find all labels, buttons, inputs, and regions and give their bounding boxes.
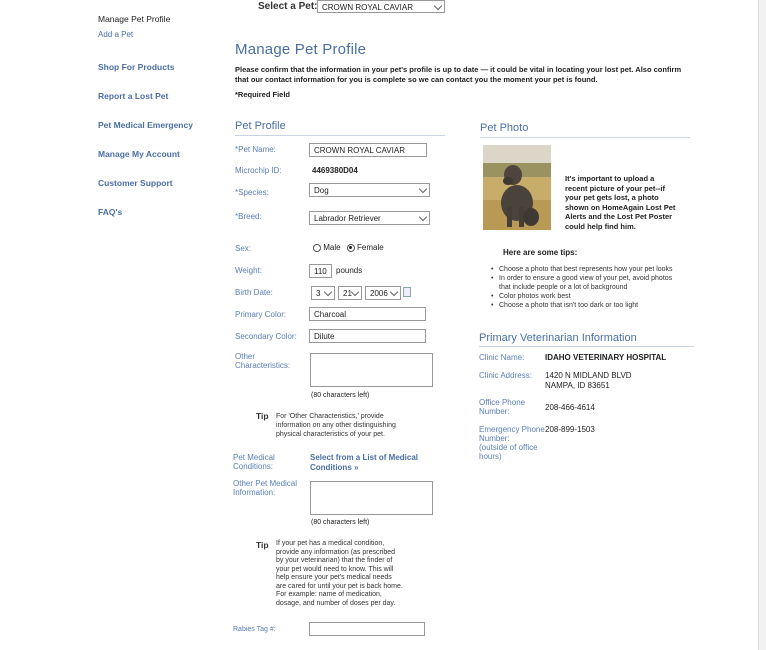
address-line: 1420 N MIDLAND BLVD	[545, 371, 632, 380]
label-line: Emergency Phone	[479, 425, 545, 434]
species-select[interactable]	[309, 183, 430, 197]
sex-radio-group	[313, 243, 384, 252]
chevron-down-icon	[351, 288, 359, 296]
sidebar-item-faq[interactable]: FAQ's	[98, 207, 123, 217]
weight-label: Weight:	[235, 266, 262, 275]
sex-male-label: Male	[323, 243, 341, 252]
pet-profile-title: Pet Profile	[235, 120, 286, 132]
secondary-color-input[interactable]: Dilute	[309, 329, 426, 343]
upload-instructions	[565, 174, 710, 231]
sidebar-item-report-lost[interactable]: Report a Lost Pet	[98, 91, 169, 101]
chevron-down-icon	[419, 185, 427, 193]
photo-tips-title: Here are some tips:	[503, 248, 578, 257]
tip-line: physical characteristics of your pet.	[276, 431, 385, 438]
weight-unit: pounds	[336, 266, 363, 275]
tip2-label: Tip	[256, 540, 269, 550]
tip-item	[491, 274, 701, 292]
pet-name-label: *Pet Name:	[235, 145, 276, 154]
other-characteristics-textarea[interactable]	[310, 353, 433, 387]
text-line: recent picture of your pet--if	[565, 183, 666, 193]
label-line: Other	[235, 352, 256, 361]
pet-select[interactable]	[317, 0, 445, 13]
dog-photo-icon	[483, 145, 551, 230]
chevron-down-icon	[434, 2, 442, 10]
chevron-down-icon	[390, 288, 398, 296]
emergency-phone-value: 208-899-1503	[545, 425, 595, 434]
sidebar-item-manage-pet-profile[interactable]: Manage Pet Profile	[98, 14, 171, 24]
tip-line: For example: name of medication,	[276, 591, 382, 598]
tip-line: Choose a photo that best represents how your pet looks	[499, 266, 673, 273]
primary-color-input[interactable]: Charcoal	[309, 307, 426, 321]
label-line: hours)	[479, 452, 502, 461]
other-medical-textarea[interactable]	[310, 481, 433, 515]
select-pet-label: Select a Pet:	[258, 1, 318, 12]
pet-photo	[483, 145, 551, 230]
text-line: could help find him.	[565, 221, 636, 231]
sidebar-item-add-pet[interactable]: Add a Pet	[98, 30, 134, 39]
bullet: •	[491, 266, 494, 273]
tip-line: help ensure your pet's medical needs	[276, 574, 392, 581]
pet-photo-title: Pet Photo	[480, 122, 529, 134]
pet-name-input[interactable]: CROWN ROYAL CAVIAR	[309, 143, 427, 157]
microchip-label: Microchip ID:	[235, 166, 282, 175]
bullet: •	[491, 275, 494, 282]
link-line: Conditions »	[310, 463, 359, 472]
tip-line: your pet would need to know. This will	[276, 565, 394, 573]
chevron-down-icon	[419, 213, 427, 221]
medical-conditions-label	[233, 453, 275, 471]
chevron-down-icon	[324, 288, 332, 296]
secondary-color-label: Secondary Color:	[235, 332, 297, 341]
primary-color-label: Primary Color:	[235, 310, 287, 319]
intro-text: Please confirm that the information in your pet's profile is up to date — it could be vital in locating your lost pet. Also confirm that our contact information for you is complete so we can contact you the moment your pet is found.	[235, 65, 682, 84]
breed-select[interactable]	[309, 211, 430, 225]
rabies-tag-label: Rabies Tag #:	[233, 626, 276, 633]
vet-info-title: Primary Veterinarian Information	[479, 332, 637, 344]
birth-day-select[interactable]	[338, 286, 362, 300]
select-medical-conditions-link[interactable]	[310, 453, 418, 473]
birth-month-select[interactable]	[311, 286, 335, 300]
clinic-address-value	[545, 371, 632, 391]
bullet: •	[491, 302, 494, 309]
weight-input[interactable]: 110	[309, 264, 332, 278]
species-label: *Species:	[235, 188, 269, 197]
other-characteristics-label	[235, 352, 290, 370]
label-line: Number:	[479, 434, 510, 443]
microchip-value: 4469380D04	[312, 166, 358, 175]
text-line: shown on HomeAgain Lost Pet	[565, 202, 676, 212]
birth-date-label: Birth Date:	[235, 288, 273, 297]
text-line: It's important to upload a	[565, 174, 655, 183]
species-value: Dog	[314, 186, 329, 195]
tip-line: Choose a photo that isn't too dark or too light	[499, 302, 639, 309]
tip-line: are cared for until your pet is back home.	[276, 582, 403, 590]
tip-item	[491, 265, 701, 274]
sidebar-item-customer-support[interactable]: Customer Support	[98, 178, 173, 188]
clinic-name-label: Clinic Name:	[479, 353, 525, 362]
tip-text	[499, 274, 672, 292]
tip-line: Color photos work best	[499, 293, 571, 300]
sidebar-item-shop[interactable]: Shop For Products	[98, 62, 175, 72]
address-line: NAMPA, ID 83651	[545, 381, 610, 390]
tip-item	[491, 301, 701, 310]
birth-day-value: 21	[343, 289, 352, 298]
divider	[235, 135, 445, 136]
calendar-icon[interactable]	[403, 287, 411, 297]
sex-female-label: Female	[357, 243, 384, 252]
label-line: Characteristics:	[235, 361, 291, 370]
required-note: *Required Field	[235, 90, 291, 99]
pet-select-value: CROWN ROYAL CAVIAR	[322, 3, 413, 12]
label-line: Pet Medical	[233, 453, 275, 462]
tip1-text	[276, 412, 416, 439]
birth-year-value: 2006	[370, 289, 388, 298]
tip2-text	[276, 540, 416, 608]
sex-female-radio[interactable]	[347, 244, 355, 252]
rabies-tag-input[interactable]	[309, 622, 425, 636]
label-line: Conditions:	[233, 462, 274, 471]
photo-tips-list	[491, 265, 701, 310]
other-medical-label	[233, 479, 297, 497]
breed-label: *Breed:	[235, 212, 262, 221]
page-title: Manage Pet Profile	[235, 41, 367, 58]
sidebar-item-manage-account[interactable]: Manage My Account	[98, 149, 180, 159]
sex-male-radio[interactable]	[313, 244, 321, 252]
clinic-name-value: IDAHO VETERINARY HOSPITAL	[545, 353, 667, 362]
link-line: Select from a List of Medical	[310, 453, 419, 462]
characters-left-2: (80 characters left)	[311, 519, 370, 526]
label-line: Number:	[479, 407, 510, 416]
tip-line: by your veterinarian) that the finder of	[276, 557, 393, 564]
office-phone-value: 208-466-4614	[545, 403, 595, 412]
tip1-label: Tip	[256, 411, 269, 421]
divider	[479, 346, 694, 347]
characters-left-1: (80 characters left)	[311, 392, 370, 399]
bullet: •	[491, 293, 494, 300]
label-line: Other Pet Medical	[233, 479, 298, 488]
sex-label: Sex:	[235, 244, 252, 253]
birth-year-select[interactable]	[365, 286, 401, 300]
clinic-address-label: Clinic Address:	[479, 371, 532, 380]
text-line: Alerts and the Lost Pet Poster	[565, 212, 673, 221]
office-phone-label	[479, 398, 525, 416]
tip-line: If your pet has a medical condition,	[276, 540, 385, 547]
tip-line: that include people or a lot of background	[499, 284, 628, 291]
label-line: Information:	[233, 488, 276, 497]
tip-item	[491, 292, 701, 301]
birth-month-value: 3	[316, 289, 321, 298]
emergency-phone-label	[479, 425, 545, 461]
tip-line: dosage, and number of doses per day.	[276, 599, 396, 607]
window-edge	[758, 0, 766, 650]
breed-value: Labrador Retriever	[314, 214, 381, 223]
sidebar-item-medical-emergency[interactable]: Pet Medical Emergency	[98, 120, 193, 130]
tip-line: provide any information (as prescribed	[276, 548, 396, 556]
text-line: your pet gets lost, a photo	[565, 193, 659, 202]
label-line: (outside of office	[479, 443, 538, 452]
tip-line: In order to ensure a good view of your pet, avoid photos	[499, 275, 673, 282]
divider	[480, 137, 690, 138]
tip-line: For 'Other Characteristics,' provide	[276, 413, 384, 420]
tip-line: information on any other distinguishing	[276, 422, 396, 429]
label-line: Office Phone	[479, 398, 526, 407]
